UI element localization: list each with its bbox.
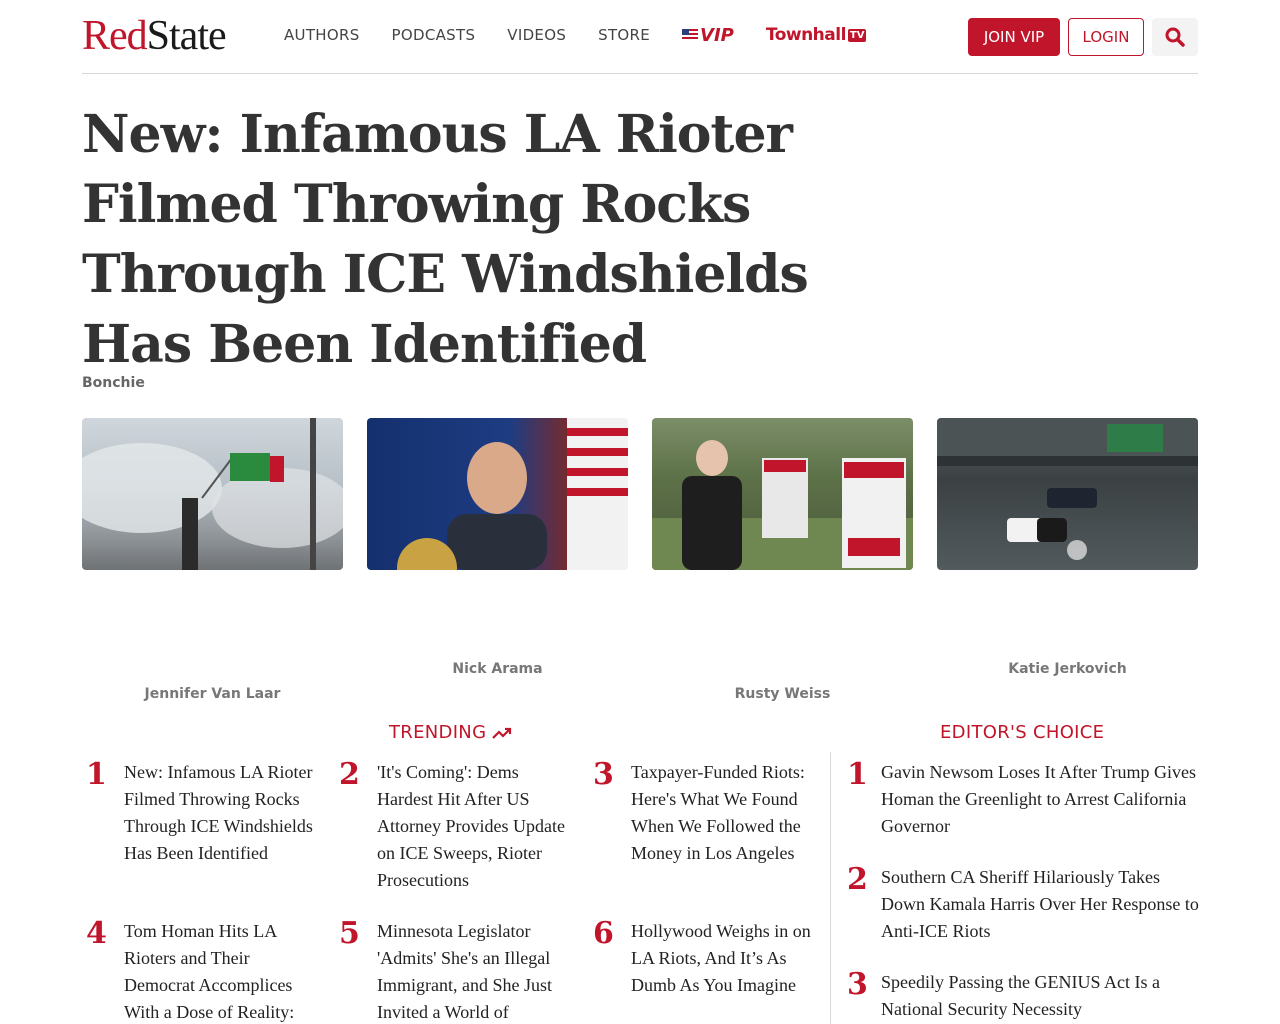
trending-item-text: Taxpayer-Funded Riots: Here's What We Found When We Followed the Money in Los Angeles bbox=[631, 762, 805, 863]
nav-store[interactable]: STORE bbox=[598, 26, 651, 44]
card-3-illustration bbox=[652, 418, 913, 570]
trending-up-icon bbox=[492, 726, 512, 740]
editors-item-text: Speedily Passing the GENIUS Act Is a National Security Necessity bbox=[881, 972, 1160, 1019]
card-image-3[interactable] bbox=[652, 418, 913, 570]
card-author-3[interactable]: Rusty Weiss bbox=[734, 686, 831, 702]
editors-item-number: 3 bbox=[847, 967, 868, 1002]
card-image-1[interactable] bbox=[82, 418, 343, 570]
logo-red-text: Red bbox=[82, 13, 147, 59]
article-headline: New: Infamous LA Rioter Filmed Throwing Rocks Through ICE Windshields Has Been Identified bbox=[82, 104, 808, 375]
search-icon bbox=[1165, 27, 1185, 47]
trending-item-text: New: Infamous LA Rioter Filmed Throwing Rocks Through ICE Windshields Has Been Identified bbox=[124, 762, 313, 863]
editors-item-number: 1 bbox=[847, 757, 868, 792]
logo-dark-text: State bbox=[146, 13, 226, 59]
main-nav bbox=[284, 24, 866, 46]
nav-authors[interactable]: AUTHORS bbox=[284, 26, 360, 44]
nav-vip[interactable] bbox=[682, 25, 734, 46]
editors-item-text: Gavin Newsom Loses It After Trump Gives Homan the Greenlight to Arrest California Governor bbox=[881, 762, 1196, 836]
trending-item-number: 2 bbox=[339, 757, 360, 792]
card-image-4[interactable] bbox=[937, 418, 1198, 570]
editors-choice-title bbox=[940, 722, 1104, 743]
vip-label: VIP bbox=[700, 24, 734, 46]
nav-podcasts[interactable]: PODCASTS bbox=[391, 26, 476, 44]
site-logo[interactable] bbox=[82, 12, 226, 60]
trending-item-number: 6 bbox=[593, 916, 614, 951]
trending-item-number: 4 bbox=[86, 916, 107, 951]
card-author-4[interactable]: Katie Jerkovich bbox=[1008, 661, 1127, 677]
tv-badge: TV bbox=[849, 29, 865, 41]
trending-item-text: Hollywood Weighs in on LA Riots, And It’s As Dumb As You Imagine bbox=[631, 921, 811, 995]
editors-choice-title-text: EDITOR'S CHOICE bbox=[940, 722, 1105, 743]
card-2-illustration bbox=[367, 418, 628, 570]
card-author-1[interactable]: Jennifer Van Laar bbox=[144, 686, 281, 702]
login-button[interactable]: LOGIN bbox=[1068, 18, 1144, 56]
trending-title-text: TRENDING bbox=[389, 722, 487, 743]
search-button[interactable] bbox=[1152, 18, 1198, 56]
trending-item-number: 3 bbox=[593, 757, 614, 792]
card-author-2[interactable]: Nick Arama bbox=[452, 661, 543, 677]
editors-item-number: 2 bbox=[847, 862, 868, 897]
article-byline[interactable]: Bonchie bbox=[82, 375, 145, 391]
trending-item-number: 5 bbox=[339, 916, 360, 951]
trending-item-text: Minnesota Legislator 'Admits' She's an Illegal Immigrant, and She Just Invited a World of bbox=[377, 921, 552, 1022]
trending-title bbox=[389, 722, 512, 743]
nav-videos[interactable]: VIDEOS bbox=[507, 26, 567, 44]
editors-item-text: Southern CA Sheriff Hilariously Takes Down Kamala Harris Over Her Response to Anti-ICE Riots bbox=[881, 867, 1199, 941]
trending-item-number: 1 bbox=[86, 757, 107, 792]
section-divider bbox=[830, 752, 831, 1024]
card-1-illustration bbox=[82, 418, 343, 570]
card-image-2[interactable] bbox=[367, 418, 628, 570]
card-4-illustration bbox=[937, 418, 1198, 570]
townhall-label: Townhall bbox=[765, 25, 846, 45]
site-header bbox=[82, 0, 1198, 74]
nav-townhall-tv[interactable] bbox=[766, 25, 867, 45]
join-vip-button[interactable]: JOIN VIP bbox=[968, 18, 1060, 56]
flag-icon bbox=[682, 29, 698, 41]
trending-item-text: Tom Homan Hits LA Rioters and Their Democrat Accomplices With a Dose of Reality: bbox=[124, 921, 295, 1022]
trending-item-text: 'It's Coming': Dems Hardest Hit After US Attorney Provides Update on ICE Sweeps, Rioter Prosecutions bbox=[377, 762, 565, 890]
